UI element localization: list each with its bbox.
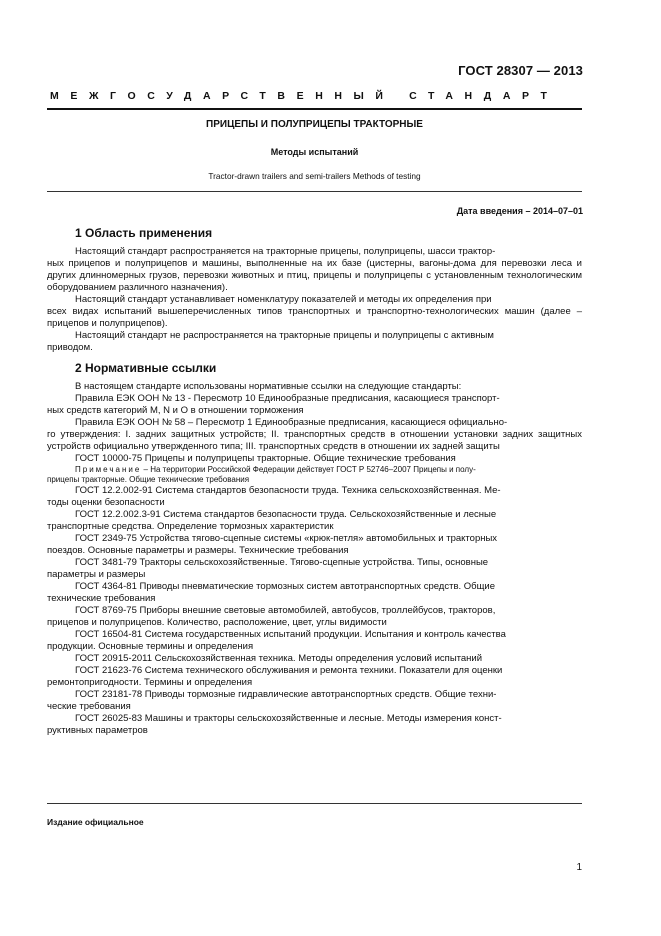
reference-item-first-line: ГОСТ 20915-2011 Сельскохозяйственная техника. Методы определения условий испытаний	[75, 653, 483, 664]
standard-code: ГОСТ 28307 — 2013	[458, 63, 583, 78]
reference-item-first-line: Правила ЕЭК ООН № 13 - Пересмотр 10 Единообразные предписания, касающиеся транспорт-	[75, 393, 500, 404]
note-label: Примечание	[75, 465, 142, 474]
reference-item-first-line: ГОСТ 3481-79 Тракторы сельскохозяйственные. Тягово-сцепные устройства. Типы, основные	[75, 557, 489, 568]
reference-item	[47, 393, 582, 417]
paragraph-continuation: всех видах испытаний вышеперечисленных типов транспортных и транспортно-технологических машин (далее – прицепов и полуприцепов).	[47, 306, 582, 329]
reference-item-first-line: ГОСТ 21623-76 Система технического обслуживания и ремонта техники. Показатели для оценки	[75, 665, 503, 676]
english-title: Tractor-drawn trailers and semi-trailers Methods of testing	[208, 171, 421, 181]
reference-item	[47, 509, 582, 533]
document-subtitle: Методы испытаний	[270, 147, 359, 157]
reference-item-first-line: ГОСТ 8769-75 Приборы внешние световые автомобилей, автобусов, троллейбусов, тракторов,	[75, 605, 496, 616]
reference-item-first-line: ГОСТ 16504-81 Система государственных испытаний продукции. Испытания и контроль качества	[75, 629, 506, 640]
interstate-standard-label: МЕЖГОСУДАРСТВЕННЫЙ СТАНДАРТ	[50, 90, 559, 102]
paragraph	[47, 246, 582, 294]
reference-item	[75, 453, 582, 465]
note-paragraph	[47, 465, 582, 485]
reference-item-continuation: поездов. Основные параметры и размеры. Технические требования	[47, 545, 349, 556]
reference-item	[47, 417, 582, 453]
reference-item	[47, 629, 582, 653]
document-title: ПРИЦЕПЫ И ПОЛУПРИЦЕПЫ ТРАКТОРНЫЕ	[206, 119, 423, 130]
reference-item	[47, 533, 582, 557]
introduction-date: Дата введения – 2014–07–01	[456, 206, 583, 216]
header-rule	[47, 108, 582, 110]
paragraph-continuation: приводом.	[47, 342, 93, 353]
reference-item-continuation: продукции. Основные термины и определения	[47, 641, 254, 652]
note-rest: прицепы тракторные. Общие технические требования	[47, 475, 250, 484]
reference-list-2	[47, 485, 582, 737]
reference-item	[47, 557, 582, 581]
page-number: 1	[576, 862, 582, 873]
paragraph	[47, 294, 582, 330]
reference-item	[47, 665, 582, 689]
paragraph	[47, 330, 582, 354]
section-2-heading: 2 Нормативные ссылки	[75, 361, 217, 375]
paragraph-first-line: Настоящий стандарт распространяется на тракторные прицепы, полуприцепы, шасси трактор-	[75, 246, 496, 257]
paragraph-continuation: ных прицепов и полуприцепов и машины, выполненные на их базе (цистерны, вагоны-дома для перевозки леса и других длинномерных грузов, перевозки животных и птиц, прицепы и полуприцепы с установленным технологическим оборудованием различного назначения).	[47, 258, 582, 293]
reference-item-continuation: ремонтопригодности. Термины и определения	[47, 677, 253, 688]
section-2-intro: В настоящем стандарте использованы нормативные ссылки на следующие стандарты:	[75, 381, 462, 392]
reference-item-first-line: ГОСТ 12.2.002-91 Система стандартов безопасности труда. Техника сельскохозяйственная. Ме-	[75, 485, 501, 496]
reference-item	[47, 605, 582, 629]
reference-item-first-line: ГОСТ 4364-81 Приводы пневматические тормозных систем автотранспортных средств. Общие	[75, 581, 496, 592]
reference-item	[47, 689, 582, 713]
note-first: – На территории Российской Федерации действует ГОСТ Р 52746–2007 Прицепы и полу-	[141, 465, 476, 474]
reference-item-continuation: прицепов и полуприцепов. Количество, расположение, цвет, углы видимости	[47, 617, 387, 628]
paragraph-first-line: Настоящий стандарт устанавливает номенклатуру показателей и методы их определения при	[75, 294, 492, 305]
reference-item	[47, 581, 582, 605]
section-1-heading: 1 Область применения	[75, 226, 213, 240]
reference-item	[47, 713, 582, 737]
paragraph-first-line: Настоящий стандарт не распространяется на тракторные прицепы и полуприцепы с активным	[75, 330, 494, 341]
footer-rule	[47, 803, 582, 804]
reference-item-first-line: ГОСТ 12.2.002.3-91 Система стандартов безопасности труда. Сельскохозяйственные и лесные	[75, 509, 497, 520]
document-body	[47, 226, 582, 737]
reference-item-continuation: руктивных параметров	[47, 725, 148, 736]
edition-label: Издание официальное	[47, 817, 144, 827]
section-1-text	[47, 246, 582, 354]
reference-item-continuation: ческие требования	[47, 701, 131, 712]
reference-item	[47, 485, 582, 509]
reference-item-first-line: ГОСТ 23181-78 Приводы тормозные гидравлические автотранспортных средств. Общие техни-	[75, 689, 497, 700]
reference-item-continuation: технические требования	[47, 593, 156, 604]
reference-item-continuation: транспортные средства. Определение тормозных характеристик	[47, 521, 334, 532]
reference-item-first-line: Правила ЕЭК ООН № 58 – Пересмотр 1 Единообразные предписания, касающиеся официально-	[75, 417, 508, 428]
reference-item-continuation: параметры и размеры	[47, 569, 146, 580]
reference-item-first-line: ГОСТ 26025-83 Машины и тракторы сельскохозяйственные и лесные. Методы измерения конст-	[75, 713, 502, 724]
reference-item-continuation: го утверждения: I. задних защитных устройств; II. транспортных средств в отношении установки задних защитных устройств официально утвержденного типа; III. транспортных средств в отношении их задней защиты	[47, 429, 582, 452]
reference-list	[47, 393, 582, 465]
reference-item	[75, 653, 582, 665]
reference-item-first-line: ГОСТ 2349-75 Устройства тягово-сцепные системы «крюк-петля» автомобильных и тракторных	[75, 533, 498, 544]
reference-item-continuation: тоды оценки безопасности	[47, 497, 165, 508]
title-rule	[47, 191, 582, 192]
reference-item-continuation: ных средств категорий M, N и O в отношении торможения	[47, 405, 304, 416]
reference-item-first-line: ГОСТ 10000-75 Прицепы и полуприцепы тракторные. Общие технические требования	[75, 453, 456, 464]
